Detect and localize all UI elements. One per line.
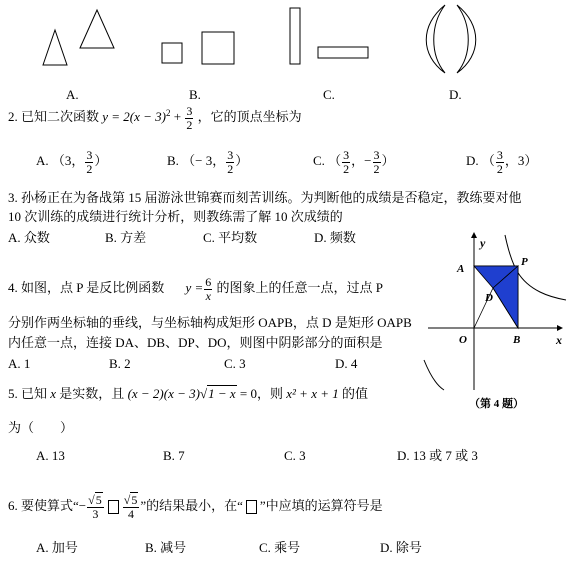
q6-option-c[interactable]: C. 乘号	[259, 540, 301, 555]
q5-stem-line2: 为（ ）	[8, 420, 74, 435]
q3-option-a[interactable]: A. 众数	[8, 230, 50, 245]
q3-stem-line1: 3. 孙杨正在为备战第 15 届游泳世锦赛而刻苦训练。为判断他的成绩是否稳定，教练要对他	[8, 190, 522, 205]
label-y: y	[480, 236, 486, 250]
q5-option-c[interactable]: C. 3	[284, 448, 306, 463]
q3-option-c[interactable]: C. 平均数	[203, 230, 258, 245]
q4-option-b[interactable]: B. 2	[109, 356, 131, 371]
q4-stem-line3: 内任意一点，连接 DA、DB、DP、DO，则图中阴影部分的面积是	[8, 335, 383, 350]
label-x: x	[556, 333, 562, 347]
hyperbola-branch-q3	[424, 360, 444, 390]
q6-stem: 6. 要使算式“− $\frac{√5}{3}$ $\frac{√5}{4}$ ”的结果最小，在“ ”中应填的运算符号是	[8, 493, 383, 521]
q1-option-a[interactable]: A.	[66, 87, 79, 102]
q3-stem-line2: 10 次训练的成绩进行统计分析，则教练需了解 10 次成绩的	[8, 209, 343, 224]
q4-option-a[interactable]: A. 1	[8, 356, 31, 371]
q4-fraction: $\frac{6}{x}$	[205, 275, 212, 303]
q2-stem: 2. 已知二次函数 $y = 2(x - 3)^2$ + $\frac{3}{2}$ ，它的顶点坐标为	[8, 104, 302, 132]
q4-stem-line1: 4. 如图，点 P 是反比例函数 y = $\frac{6}{x}$ 的图象上的任意一点，过点 P	[8, 275, 384, 303]
q6-option-a[interactable]: A. 加号	[36, 540, 78, 555]
label-b: B	[513, 334, 521, 346]
q5-option-d[interactable]: D. 13 或 7 或 3	[397, 448, 478, 463]
operator-blank-box[interactable]	[108, 500, 119, 514]
q6-option-d[interactable]: D. 除号	[380, 540, 422, 555]
label-a: A	[457, 263, 465, 275]
q6-fraction-2: $\frac{√5}{4}$	[123, 493, 138, 521]
q4-option-c[interactable]: C. 3	[224, 356, 246, 371]
q5-stem-line1: 5. 已知 x 是实数，且 (x − 2)(x − 3)√1 − x = 0，则 x² + x + 1 的值	[8, 386, 368, 401]
figure-caption: （第 4 题）	[469, 398, 524, 410]
operator-blank-box-quote	[246, 500, 257, 514]
q3-option-b[interactable]: B. 方差	[105, 230, 147, 245]
q2-option-c[interactable]: C. （ $\frac{3}{2}$ ，− $\frac{3}{2}$ ）	[313, 148, 395, 176]
label-p: P	[521, 256, 528, 268]
q3-option-d[interactable]: D. 频数	[314, 230, 356, 245]
q5-sqrt: 1 − x	[208, 386, 236, 401]
label-d: D	[485, 292, 493, 304]
q4-option-d[interactable]: D. 4	[335, 356, 358, 371]
q6-fraction-1: $\frac{√5}{3}$	[88, 493, 102, 521]
q2-option-d[interactable]: D. （ $\frac{3}{2}$ ，3）	[466, 148, 538, 176]
q2-option-b[interactable]: B. （− 3， $\frac{3}{2}$ ）	[167, 148, 249, 176]
q1-option-d[interactable]: D.	[449, 87, 462, 102]
q1-option-c[interactable]: C.	[323, 87, 335, 102]
q5-option-a[interactable]: A. 13	[36, 448, 65, 463]
q5-option-b[interactable]: B. 7	[163, 448, 185, 463]
q4-stem-line2: 分别作两坐标轴的垂线，与坐标轴构成矩形 OAPB，点 D 是矩形 OAPB	[8, 315, 412, 330]
q6-option-b[interactable]: B. 减号	[145, 540, 187, 555]
q2-fraction: $\frac{3}{2}$	[186, 104, 193, 132]
q1-option-b[interactable]: B.	[189, 87, 201, 102]
label-o: O	[459, 334, 467, 346]
q2-option-a[interactable]: A. （3， $\frac{3}{2}$ ）	[36, 148, 108, 176]
